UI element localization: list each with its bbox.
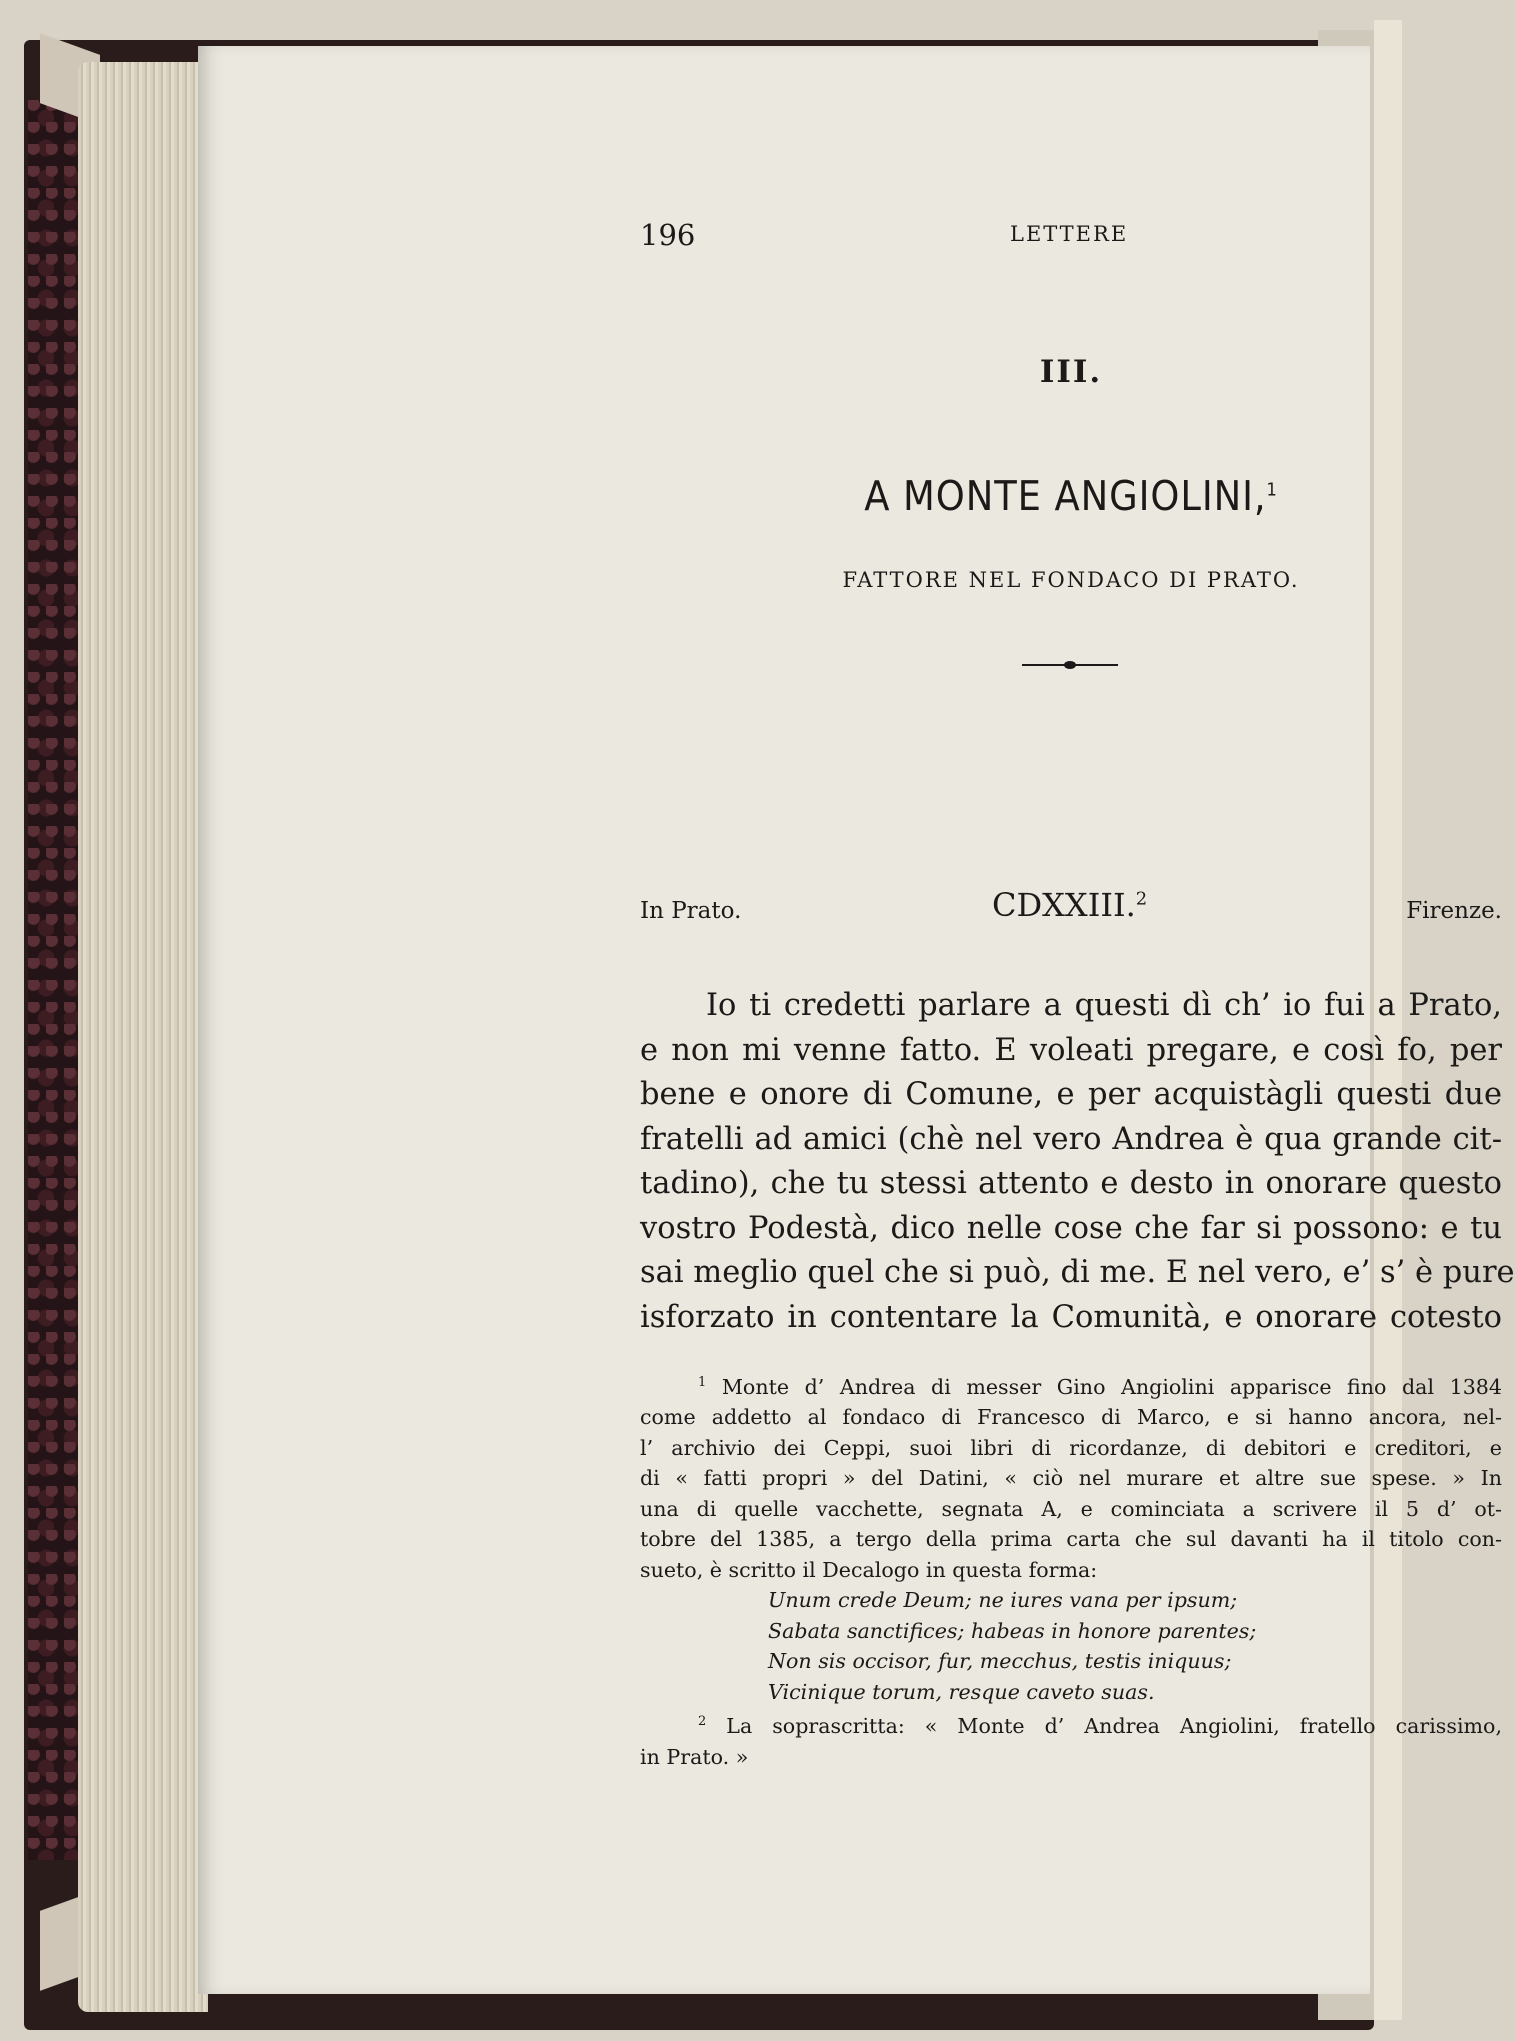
addressee-subtitle: FATTORE NEL FONDACO DI PRATO. bbox=[842, 568, 1300, 592]
ornament-rule bbox=[1022, 660, 1118, 670]
footnote-1-line: come addetto al fondaco di Francesco di Marco, e si hanno ancora, nel- bbox=[640, 1405, 1502, 1430]
letter-footnote-ref: 2 bbox=[1135, 888, 1148, 910]
letter-number bbox=[992, 886, 1147, 924]
body-line: sai meglio quel che si può, di me. E nel vero, e’ s’ è pure bbox=[640, 1255, 1515, 1290]
decalogue-verse: Unum crede Deum; ne iures vana per ipsum; bbox=[768, 1588, 1238, 1613]
book-page bbox=[198, 46, 1515, 1994]
footnote-2-text: La soprascritta: « Monte d’ Andrea Angiolini, fratello carissimo, bbox=[726, 1714, 1503, 1739]
body-line: bene e onore di Comune, e per acquistàgli questi due bbox=[640, 1077, 1502, 1112]
footnote-1-line: l’ archivio dei Ceppi, suoi libri di ricordanze, di debitori e creditori, e bbox=[640, 1435, 1502, 1460]
footnotes bbox=[640, 1368, 1502, 1772]
body-line: isforzato in contentare la Comunità, e onorare cotesto bbox=[640, 1299, 1502, 1335]
decalogue-verse: Vicinique torum, resque caveto suas. bbox=[768, 1679, 1155, 1704]
page-number: 196 bbox=[640, 218, 696, 252]
place-to: Firenze. bbox=[1406, 898, 1502, 924]
footnote-1-text: Monte d’ Andrea di messer Gino Angiolini apparisce fino dal 1384 bbox=[721, 1374, 1503, 1399]
footnote-2-line bbox=[640, 1707, 1502, 1741]
footnote-2-marker: 2 bbox=[698, 1714, 707, 1730]
cover-marble-pattern bbox=[28, 100, 78, 1860]
body-line: vostro Podestà, dico nelle cose che far si possono: e tu bbox=[640, 1210, 1502, 1246]
body-line: Io ti credetti parlare a questi dì ch’ io fui a Prato, bbox=[706, 988, 1502, 1023]
body-line: e non mi venne fatto. E voleati pregare, e così fo, per bbox=[640, 1032, 1502, 1068]
page-edges bbox=[78, 62, 208, 2012]
footnote-1-marker: 1 bbox=[698, 1375, 707, 1390]
dateline bbox=[640, 886, 1502, 936]
decalogue-verse: Sabata sanctifices; habeas in honore parentes; bbox=[768, 1618, 1257, 1643]
footnote-1-line: tobre del 1385, a tergo della prima carta che sul davanti ha il titolo con- bbox=[640, 1527, 1502, 1552]
footnote-2-line: in Prato. » bbox=[640, 1744, 749, 1769]
addressee-heading bbox=[683, 472, 1459, 520]
section-numeral: III. bbox=[1039, 354, 1103, 390]
footnote-1-line bbox=[640, 1368, 1502, 1402]
body-line: fratelli ad amici (chè nel vero Andrea è qua grande cit- bbox=[640, 1121, 1502, 1157]
place-from: In Prato. bbox=[640, 898, 742, 924]
footnote-1-line: sueto, è scritto il Decalogo in questa forma: bbox=[640, 1557, 1098, 1582]
footnote-1-line: di « fatti propri » del Datini, « ciò nel murare et altre sue spese. » In bbox=[640, 1466, 1502, 1491]
letter-body bbox=[640, 984, 1515, 1340]
ornament-dot bbox=[1064, 661, 1076, 669]
letter-number-text: CDXXIII. bbox=[992, 886, 1136, 924]
running-head bbox=[640, 218, 1502, 252]
decalogue-verse: Non sis occisor, fur, mecchus, testis iniquus; bbox=[768, 1649, 1232, 1674]
body-line: tadino), che tu stessi attento e desto in onorare questo bbox=[640, 1166, 1502, 1201]
footnote-1-line: una di quelle vacchette, segnata A, e cominciata a scrivere il 5 d’ ot- bbox=[640, 1496, 1502, 1521]
addressee-text: A MONTE ANGIOLINI, bbox=[864, 472, 1267, 520]
addressee-footnote-ref: 1 bbox=[1266, 479, 1278, 501]
running-title: LETTERE bbox=[1010, 222, 1129, 246]
